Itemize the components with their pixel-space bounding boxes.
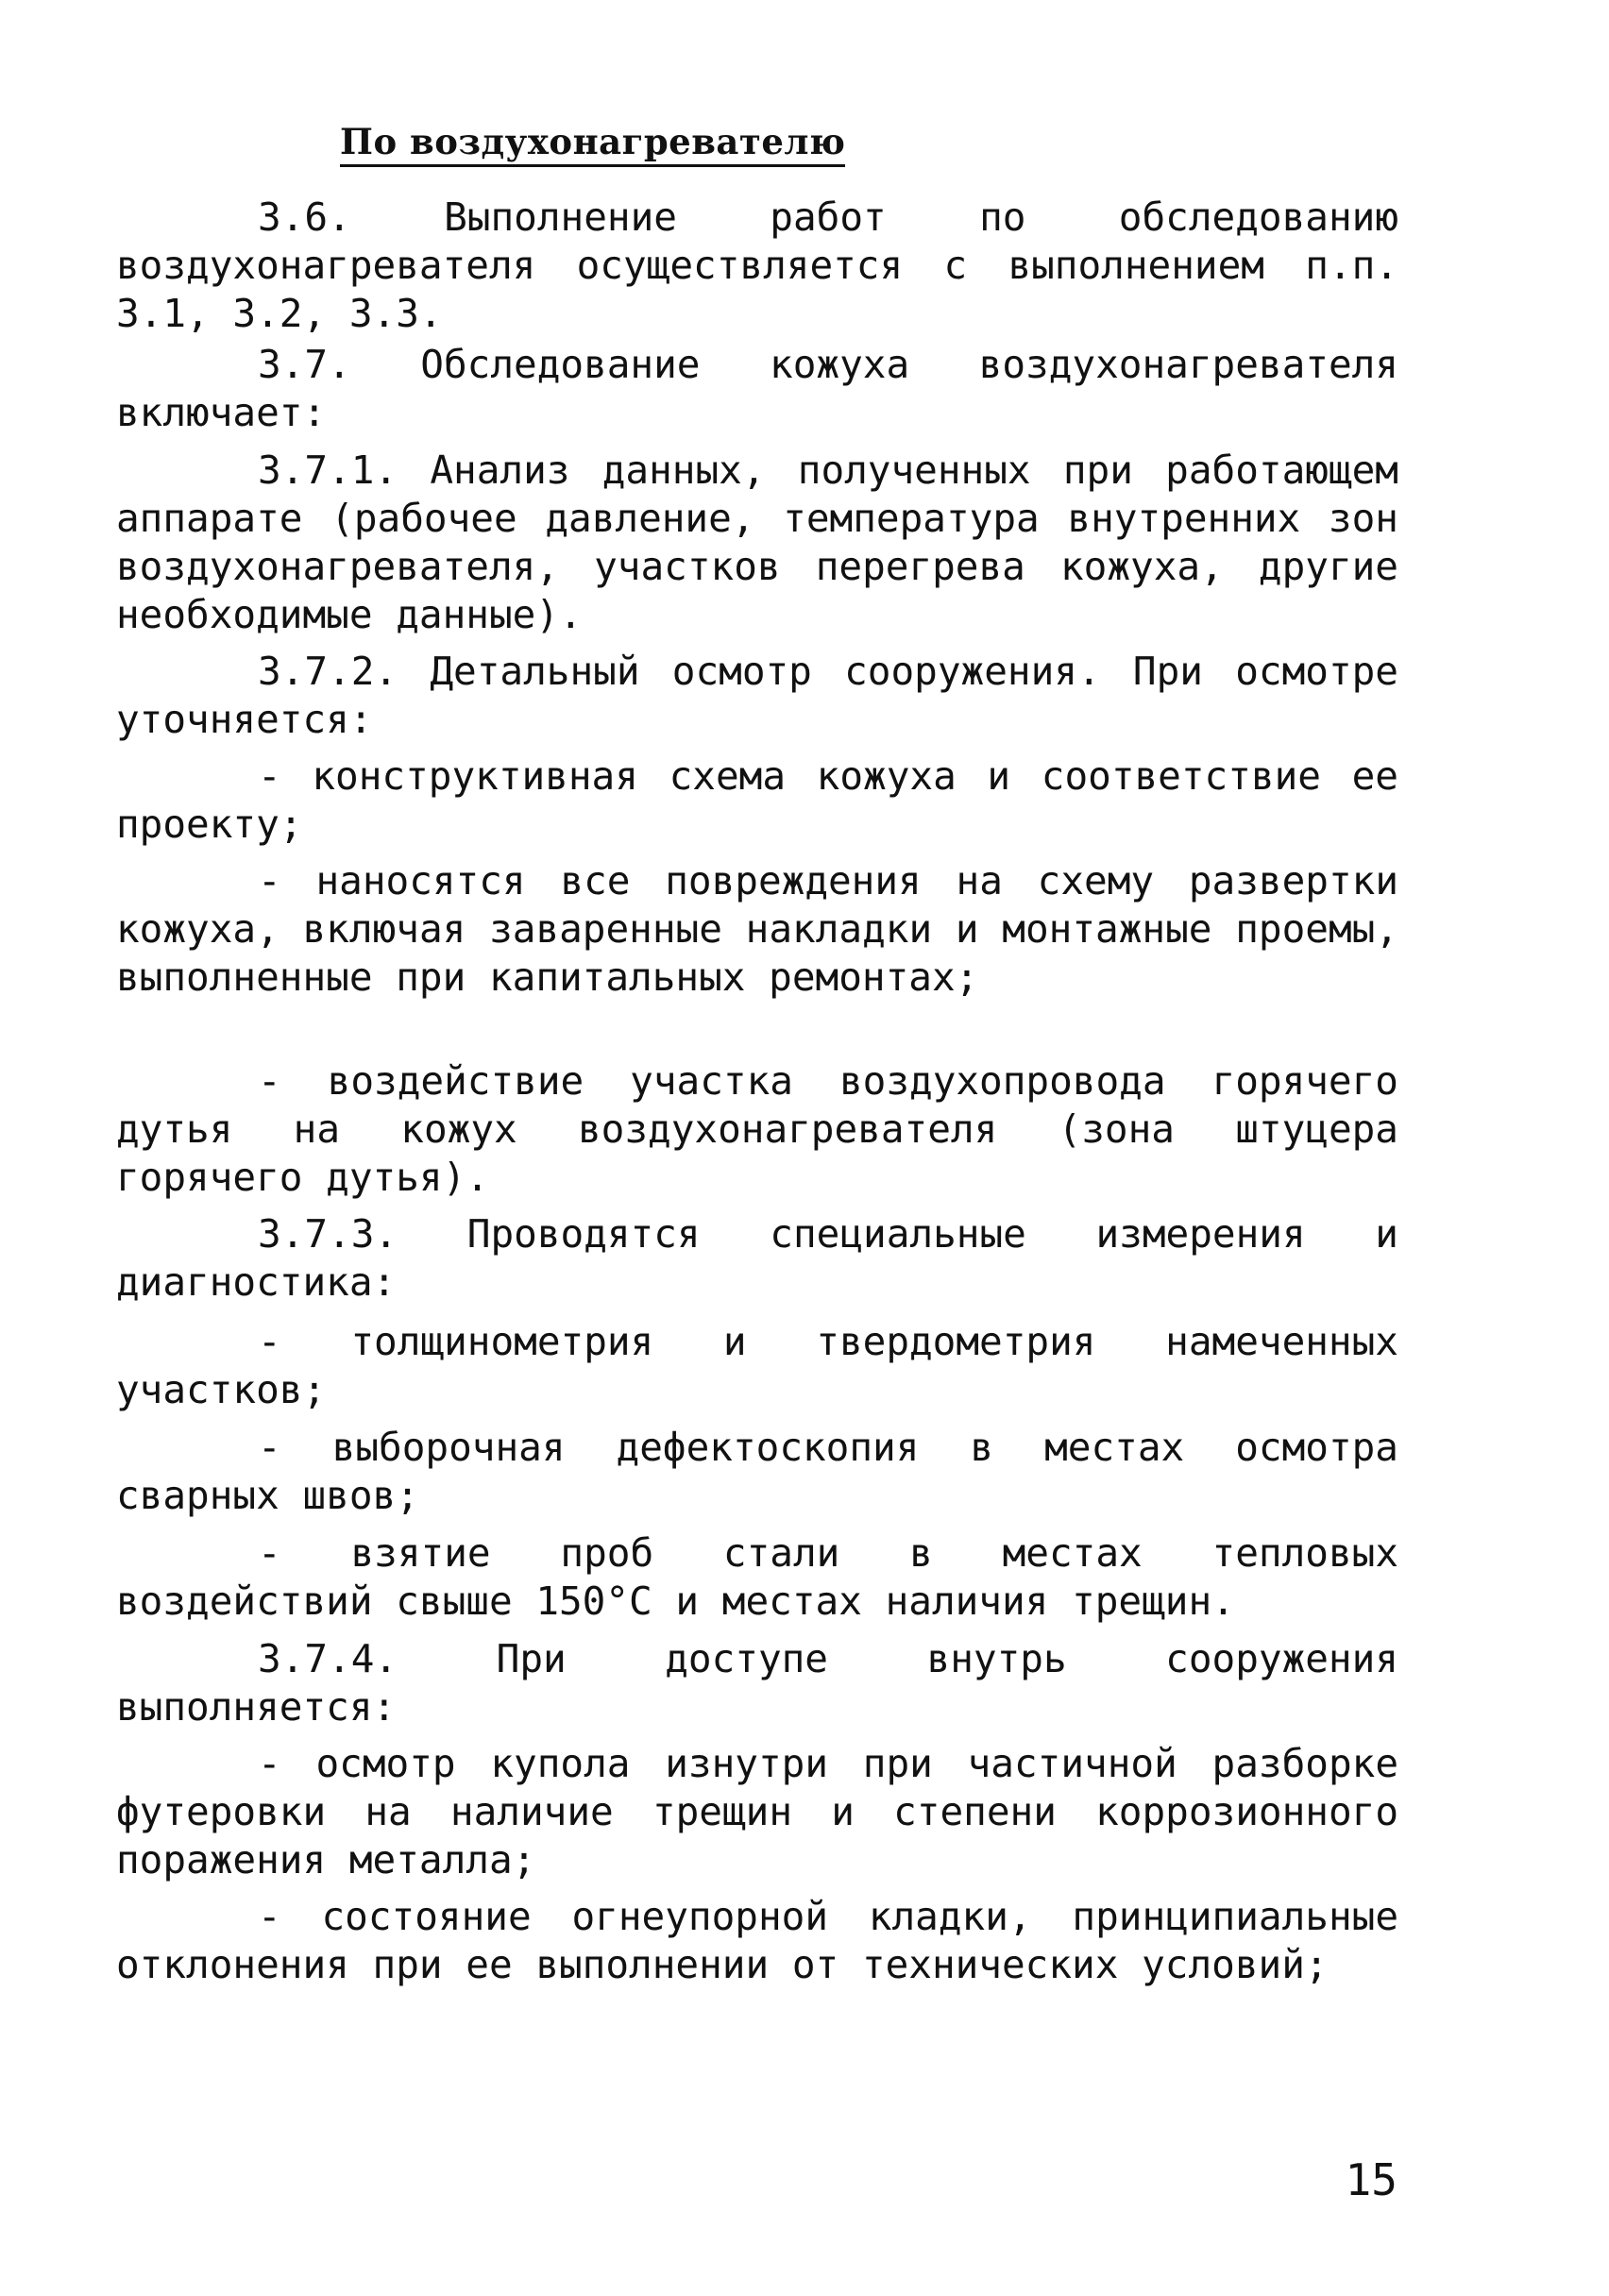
list-item-scheme: - конструктивная схема кожуха и соответствие ее проекту; xyxy=(116,753,1398,847)
list-item-hot-blast: - воздействие участка воздухопровода горячего дутья на кожух воздухонагревателя (зона штуцера горячего дутья). xyxy=(116,1058,1398,1200)
paragraph-3-7-4: 3.7.4. При доступе внутрь сооружения выполняется: xyxy=(116,1636,1398,1730)
paragraph-3-7-2: 3.7.2. Детальный осмотр сооружения. При осмотре уточняется: xyxy=(116,649,1398,742)
list-item-samples: - взятие проб стали в местах тепловых воздействий свыше 150°С и местах наличия трещин. xyxy=(116,1530,1398,1624)
list-item-defectoscopy: - выборочная дефектоскопия в местах осмотра сварных швов; xyxy=(116,1425,1398,1518)
section-heading: По воздухонагревателю xyxy=(340,121,845,167)
list-item-damages: - наносятся все повреждения на схему развертки кожуха, включая заваренные накладки и монтажные проемы, выполненные при капитальных ремонтах; xyxy=(116,858,1398,1000)
paragraph-3-6: 3.6. Выполнение работ по обследованию воздухонагревателя осуществляется с выполнением п.п. 3.1, 3.2, 3.3. xyxy=(116,194,1398,336)
page-number: 15 xyxy=(1345,2154,1397,2205)
list-item-masonry: - состояние огнеупорной кладки, принципиальные отклонения при ее выполнении от технических условий; xyxy=(116,1894,1398,1987)
list-item-dome: - осмотр купола изнутри при частичной разборке футеровки на наличие трещин и степени коррозионного поражения металла; xyxy=(116,1741,1398,1882)
list-item-thickness: - толщинометрия и твердометрия намеченных участков; xyxy=(116,1319,1398,1412)
paragraph-3-7-3: 3.7.3. Проводятся специальные измерения и диагностика: xyxy=(116,1211,1398,1305)
paragraph-3-7: 3.7. Обследование кожуха воздухонагревателя включает: xyxy=(116,342,1398,435)
paragraph-3-7-1: 3.7.1. Анализ данных, полученных при работающем аппарате (рабочее давление, температура внутренних зон воздухонагревателя, участков перегрева кожуха, другие необходимые данные). xyxy=(116,447,1398,637)
